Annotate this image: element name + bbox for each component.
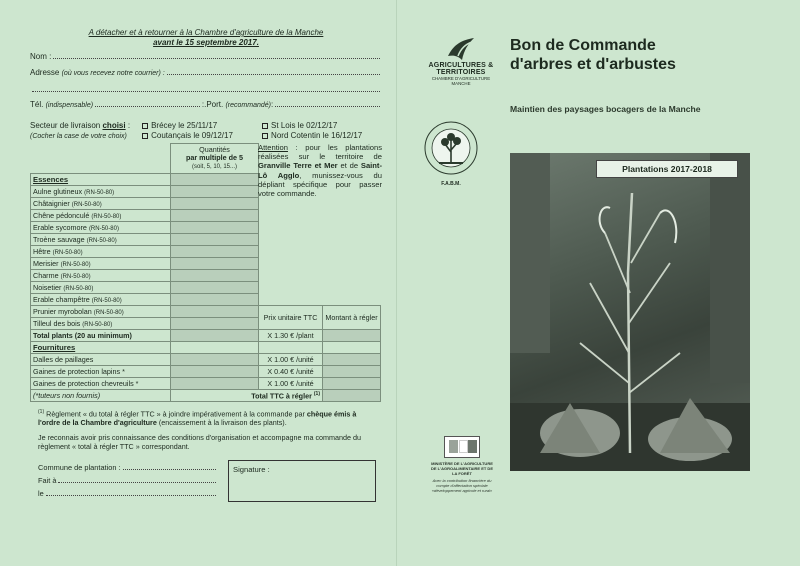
total-ttc-label: Total TTC à régler $^{(1)}$: [171, 390, 323, 402]
attention-text: : pour les plantations réalisées sur le territoire de: [258, 143, 382, 162]
attention-text: et de: [337, 161, 361, 171]
fabm-logo: [420, 120, 482, 187]
address-field-2[interactable]: [32, 85, 380, 92]
delivery-label-block: [30, 121, 142, 142]
fabm-tree-icon: [423, 120, 479, 176]
table-row: [31, 378, 381, 390]
delivery-col-2: [262, 121, 382, 142]
address-label: Adresse: [30, 68, 60, 77]
fournitures-section: Fournitures: [31, 342, 171, 354]
port-field[interactable]: [275, 100, 380, 107]
address-row: [30, 68, 382, 79]
qty-cell[interactable]: [171, 378, 259, 390]
signature-box[interactable]: [228, 460, 376, 502]
supply-name: Gaines de protection chevreuils *: [31, 378, 171, 390]
photo-illustration: [510, 153, 750, 471]
return-deadline: avant le 15 septembre 2017.: [153, 38, 259, 47]
qty-cell[interactable]: [171, 222, 259, 234]
total-plants-price: X 1.30 € /plant: [259, 330, 323, 342]
cover-panel: [410, 0, 800, 566]
table-row: [31, 270, 381, 282]
page-subtitle: Maintien des paysages bocagers de la Manche: [510, 104, 701, 114]
attention-text: , munissez-vous du dépliant spécifique pour passer votre commande.: [258, 170, 382, 199]
republic-flag-icon: [444, 436, 480, 458]
date-label: le: [38, 489, 44, 498]
qty-cell[interactable]: [171, 186, 259, 198]
commune-label: Commune de plantation :: [38, 463, 121, 472]
table-row: [31, 366, 381, 378]
signature-fields: [38, 461, 218, 500]
checkbox[interactable]: [262, 133, 268, 139]
essence-name: Hêtre (RN-50-80): [31, 246, 171, 258]
table-row: [31, 258, 381, 270]
table-row: [31, 246, 381, 258]
essence-name: Merisier (RN-50-80): [31, 258, 171, 270]
essence-name: Châtaignier (RN-50-80): [31, 198, 171, 210]
ministry-name: MINISTÈRE DE L'AGRICULTURE DE L'AGROALIMENTAIRE ET DE LA FORÊT: [431, 461, 493, 476]
table-row: [31, 198, 381, 210]
option-label: Coutançais le 09/12/17: [151, 131, 233, 140]
acknowledgement-note: Je reconnais avoir pris connaissance des conditions d'organisation et accompagne ma commande du règlement « total à régler TTC » correspondant.: [38, 433, 361, 452]
qty-header-bold: par multiple de 5: [185, 153, 244, 162]
port-colon: :: [270, 100, 274, 109]
footnote-tutors: (*tuteurs non fournis): [31, 390, 171, 402]
delivery-option-brecey[interactable]: [142, 121, 262, 131]
plantations-badge: Plantations 2017-2018: [596, 160, 738, 178]
checkbox[interactable]: [262, 123, 268, 129]
page-title: [510, 36, 676, 74]
attention-saint-lo: Saint-Lô Agglo: [258, 161, 382, 180]
delivery-option-coutancais[interactable]: [142, 131, 262, 141]
date-row: [38, 487, 218, 500]
chambre-logo-sub1: CHAMBRE D'AGRICULTURE: [431, 76, 491, 81]
qty-cell[interactable]: [171, 294, 259, 306]
essence-name: Troène sauvage (RN-50-80): [31, 234, 171, 246]
essence-name: Erable champêtre (RN-50-80): [31, 294, 171, 306]
table-row: [31, 330, 381, 342]
amount-cell[interactable]: [323, 366, 381, 378]
qty-cell[interactable]: [171, 306, 259, 318]
supply-name: Gaines de protection lapins *: [31, 366, 171, 378]
qty-cell[interactable]: [171, 198, 259, 210]
tel-row: [30, 100, 382, 111]
qty-cell[interactable]: [171, 210, 259, 222]
name-row: [30, 52, 382, 62]
delivery-label: Secteur de livraison: [30, 121, 103, 130]
attention-label: Attention: [258, 143, 288, 152]
qty-header: [171, 144, 259, 174]
port-label: :.Port.: [201, 100, 224, 109]
name-label: Nom :: [30, 52, 52, 61]
chambre-logo-icon: [444, 34, 478, 62]
supply-price: X 1.00 € /unité: [259, 354, 323, 366]
delivery-col-1: [142, 121, 262, 142]
qty-cell[interactable]: [171, 174, 259, 186]
amount-header: Montant à régler: [323, 306, 381, 330]
delivery-option-nord-cotentin[interactable]: [262, 131, 382, 141]
essence-name: Charme (RN-50-80): [31, 270, 171, 282]
supply-price: X 0.40 € /unité: [259, 366, 323, 378]
fold-line: [396, 0, 397, 566]
essence-name: Tilleul des bois (RN-50-80): [31, 318, 171, 330]
table-row: [31, 222, 381, 234]
chambre-logo-text: AGRICULTURES & TERRITOIRES: [428, 62, 494, 76]
address-field[interactable]: [167, 68, 380, 75]
qty-cell[interactable]: [171, 366, 259, 378]
fait-label: Fait à: [38, 476, 57, 485]
qty-cell[interactable]: [171, 330, 259, 342]
option-label: St Lois le 02/12/17: [271, 121, 338, 130]
amount-cell[interactable]: [323, 354, 381, 366]
qty-cell[interactable]: [171, 258, 259, 270]
return-instructions: [30, 28, 382, 48]
table-row: [31, 294, 381, 306]
checkbox[interactable]: [142, 133, 148, 139]
supply-name: Dalles de paillages: [31, 354, 171, 366]
chambre-logo-sub2: MANCHE: [451, 81, 471, 86]
chambre-agriculture-logo: [420, 34, 502, 86]
table-row: [31, 342, 381, 354]
title-line2: d'arbres et d'arbustes: [510, 56, 676, 73]
tel-hint: (indispensable): [45, 102, 94, 109]
table-row: [31, 210, 381, 222]
table-row: [31, 306, 381, 318]
qty-cell[interactable]: [171, 318, 259, 330]
delivery-hint: (Cocher la case de votre choix): [30, 133, 127, 140]
delivery-option-st-lois[interactable]: [262, 121, 382, 131]
option-label: Brécey le 25/11/17: [151, 121, 218, 130]
commune-field[interactable]: [123, 463, 216, 470]
amount-cell[interactable]: [323, 330, 381, 342]
essence-name: Erable sycomore (RN-50-80): [31, 222, 171, 234]
commune-row: [38, 461, 218, 474]
price-header: Prix unitaire TTC: [259, 306, 323, 330]
ministry-contribution: Avec la contribution financière du compte d'affectation spéciale «développement agricole et rural»: [431, 478, 493, 493]
fabm-label: F.A.B.M.: [441, 181, 461, 187]
table-row: [31, 234, 381, 246]
name-field[interactable]: [53, 52, 380, 59]
qty-cell[interactable]: [171, 270, 259, 282]
tel-field[interactable]: [95, 100, 200, 107]
fait-row: [38, 474, 218, 487]
qty-cell[interactable]: [171, 234, 259, 246]
delivery-label-colon: :: [125, 121, 131, 130]
option-label: Nord Cotentin le 16/12/17: [271, 131, 363, 140]
tel-label: Tél.: [30, 100, 44, 109]
delivery-label-bold: choisi: [102, 121, 126, 130]
title-line1: Bon de Commande: [510, 37, 656, 54]
payment-notes: [38, 408, 378, 457]
checkbox[interactable]: [142, 123, 148, 129]
attention-granville: Granville Terre et Mer: [258, 161, 338, 171]
attention-note: [258, 143, 382, 198]
qty-cell[interactable]: [171, 282, 259, 294]
supply-price: X 1.00 € /unité: [259, 378, 323, 390]
address-row-2: [30, 85, 382, 92]
qty-header-label: Quantités: [199, 145, 230, 154]
qty-cell[interactable]: [171, 246, 259, 258]
qty-header-hint: (soit, 5, 10, 15...): [191, 164, 238, 170]
essence-name: Chêne pédonculé (RN-50-80): [31, 210, 171, 222]
signature-label: Signature :: [233, 465, 270, 474]
ministry-logo: [428, 436, 496, 493]
table-row: [31, 354, 381, 366]
delivery-sector: [30, 121, 382, 142]
date-field[interactable]: [46, 489, 216, 496]
amount-cell[interactable]: [323, 378, 381, 390]
table-row: [31, 390, 381, 402]
essence-name: Noisetier (RN-50-80): [31, 282, 171, 294]
qty-cell[interactable]: [171, 354, 259, 366]
essences-section: Essences: [31, 174, 171, 186]
essence-name: Prunier myrobolan (RN-50-80): [31, 306, 171, 318]
port-hint: (recommandé): [225, 102, 271, 109]
order-form-panel: [30, 28, 382, 401]
fait-field[interactable]: [58, 476, 216, 483]
return-instruction-line1: A détacher et à retourner à la Chambre d'agriculture de la Manche: [88, 28, 324, 37]
total-ttc-cell[interactable]: [323, 390, 381, 402]
total-plants-label: Total plants (20 au minimum): [31, 330, 171, 342]
planting-photo: [510, 153, 750, 471]
payment-note: $^{(1)}$ Règlement « du total à régler TTC » à joindre impérativement à la commande par chèque émis à l'ordre de la Chambre d'agriculture (encaissement à la livraison des plants).: [38, 409, 357, 428]
address-hint: (où vous recevez notre courrier) :: [61, 70, 165, 77]
essence-name: Aulne glutineux (RN-50-80): [31, 186, 171, 198]
table-row: [31, 282, 381, 294]
